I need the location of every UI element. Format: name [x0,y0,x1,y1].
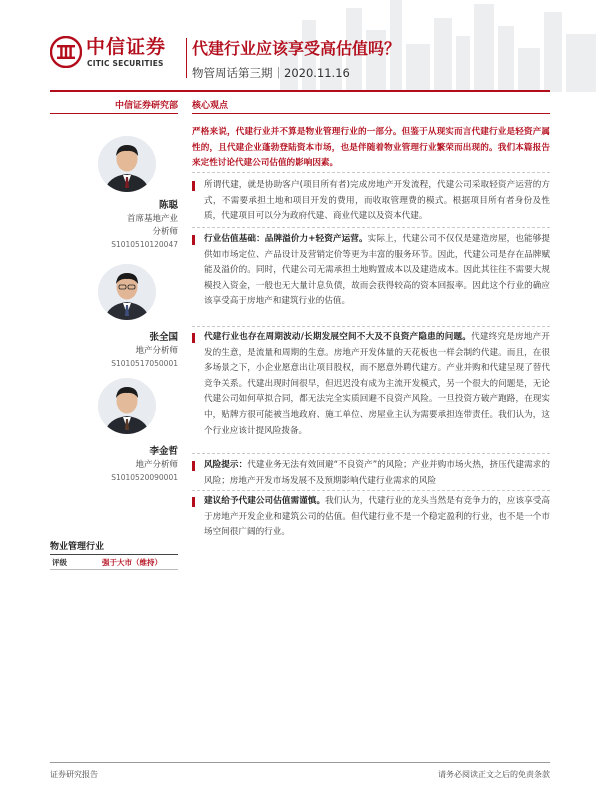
section-divider [192,326,550,327]
person-icon [98,136,156,192]
section-marker [192,333,195,343]
section-valuation-basis [192,232,550,310]
report-subtitle: 物管周话第三期｜2020.11.16 [192,66,350,80]
industry-rule [50,554,178,555]
section-body: 所谓代建，就是协助客户(项目所有者)完成房地产开发流程，代建公司采取轻资产运营的方式，不需要承担土地和项目开发的费用，而收取管理费的模式。根据项目所有者身份及性质，代建项目可以分为政府代建、商业代建以及资本代建。 [204,180,550,222]
report-header [0,0,600,92]
section-divider [192,172,550,173]
section-text [204,330,550,439]
footer-rule [50,762,550,763]
section-body: 实际上，代建公司不仅仅是建造房屋，也能够提供如市场定位、产品设计及营销定价等更为丰富的服务环节。因此，代建公司是存在品牌赋能及溢价的。同时，代建公司无需承担土地购置成本以及建造成本。因此其往往不需要大规模投入资金，一般也无大量计息负债，故而会获得较高的资本回报率。因此这个行业的确应该享受高于房地产和建筑行业的估值。 [204,234,550,307]
rating-label: 评级 [52,558,67,567]
section-marker [192,181,195,191]
section-lead: 风险提示： [204,460,248,470]
logo-chinese-name: 中信证券 [86,36,167,58]
section-definition [192,178,550,225]
analyst-license-id: S1010520090001 [111,473,178,482]
analyst-photo [98,378,156,434]
analyst-license-id: S1010510120047 [111,240,178,249]
rating-rule [50,569,178,570]
section-divider [192,453,550,454]
section-recommendation [192,494,550,541]
section-risk-warning [192,458,550,489]
analyst-name: 李金哲 [149,446,178,457]
analyst-role: 地产分析师 [135,346,178,356]
person-icon [98,378,156,434]
header-divider [186,38,187,78]
rating-value: 强于大市（维持） [102,558,162,567]
section-marker [192,461,195,471]
footer-disclaimer-note: 请务必阅读正文之后的免责条款 [438,770,550,779]
section-divider [192,227,550,228]
section-body: 我们认为，代建行业的龙头当然是有竞争力的，应该享受高于房地产开发企业和建筑公司的估值。但代建行业不是一个稳定盈利的行业，也不是一个市场空间很广阔的行业。 [204,496,550,538]
footer-report-type: 证券研究报告 [50,770,98,779]
analyst-name: 张全国 [149,332,178,343]
analyst-role: 首席基地产业 [126,214,178,224]
core-views-rule [192,113,550,114]
analyst-license-id: S1010517050001 [111,359,178,368]
section-cycle-risk [192,330,550,439]
analyst-role: 地产分析师 [135,460,178,470]
analyst-photo [98,264,156,320]
header-rule [50,90,550,92]
section-lead: 行业估值基础：品牌溢价力+轻资产运营。 [204,234,368,244]
dept-rule [50,113,178,114]
logo-english-name: CITIC SECURITIES [87,59,164,68]
section-text [204,232,550,310]
analyst-name: 陈聪 [158,200,178,211]
section-text [204,178,550,225]
section-lead: 代建行业也存在周期波动/长期发展空间不大及不良资产隐患的问题。 [204,332,472,342]
analyst-card [50,378,178,488]
analyst-photo [98,136,156,192]
analyst-card [50,264,178,374]
analyst-role: 分析师 [152,227,178,237]
core-views-heading: 核心观点 [192,101,229,111]
person-icon [98,264,156,320]
section-body: 代建终究是房地产开发的生意，是流量和周期的生意。房地产开发体量的天花板也一样会制约代建。而且，在很多场景之下，小企业愿意出让项目股权，而不愿意外聘代建方。产业并购和代建呈现了替代竞争关系。代建出现时间很早，但迟迟没有成为主流开发模式，另一个很大的问题是，无论代建公司如何草拟合同，都无法完全实质回避不良资产风险。一旦投资方破产跑路，在现实中，贴牌方很可能被当地政府、施工单位、房屋业主认为需要承担连带责任。我们认为，这个行业应该计提风险拨备。 [204,332,550,436]
section-marker [192,235,195,245]
section-marker [192,497,195,507]
section-divider [192,490,550,491]
section-body: 代建业务无法有效回避“不良资产”的风险；产业并购市场火热，挤压代建需求的风险；房地产开发市场发展不及预期影响代建行业需求的风险 [204,460,550,486]
section-text [204,494,550,541]
citic-logo-icon [50,36,82,68]
section-lead: 建议给予代建公司估值需谨慎。 [204,496,326,506]
intro-paragraph: 严格来说，代建行业并不算是物业管理行业的一部分。但鉴于从现实而言代建行业是轻资产属性的，且代建企业蓬勃登陆资本市场，也是伴随着物业管理行业繁荣而出现的。我们本篇报告来定性讨论代建公司估值的影响因素。 [192,127,550,169]
analyst-card [50,136,178,256]
citic-logo [50,36,190,72]
section-text [204,458,550,489]
industry-name: 物业管理行业 [50,542,105,552]
research-dept: 中信证券研究部 [114,101,178,111]
report-title: 代建行业应该享受高估值吗？ [192,39,401,58]
